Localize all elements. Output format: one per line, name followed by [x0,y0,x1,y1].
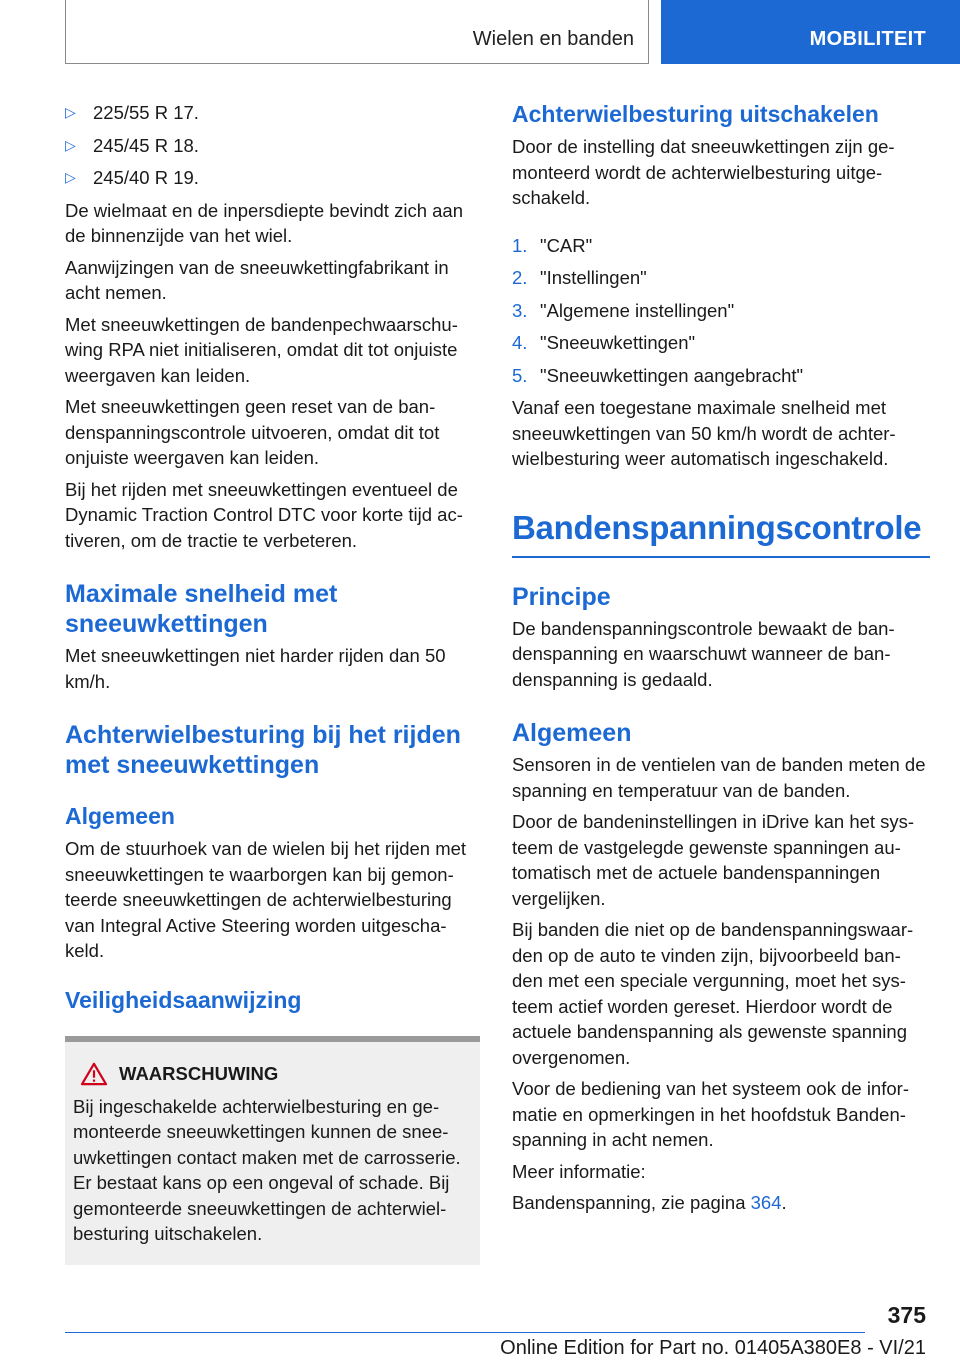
page-number: 375 [887,1302,926,1328]
warning-box [65,1036,480,1265]
paragraph: Aanwijzingen van de sneeuwkettingfabrikant in acht nemen. [65,256,449,303]
warning-title: WAARSCHUWING [119,1062,279,1084]
safety-heading: Veiligheidsaanwijzing [65,986,302,1013]
footer-divider [65,1332,865,1333]
list-item: 2. "Instellingen" [512,267,647,288]
general-text-left: Om de stuurhoek van de wielen bij het rijden met sneeuwkettingen te waarborgen kan bij gemon-teerde sneeuwkettingen de achterwielbesturing van Integral Active Steering worden uitgescha-keld. [65,838,467,961]
left-column [65,100,480,1265]
warning-triangle-icon [79,1062,109,1086]
right-column [512,100,930,1222]
rear-steering-heading: Achterwielbesturing bij het rijden met sneeuwkettingen [65,721,461,779]
list-item: ▷ 245/45 R 18. [65,133,480,159]
paragraph: Bij banden die niet op de bandenspanningswaar-den op de auto te vinden zijn, bijvoorbeeld ban-den met een speciale vergunning, moet het sys-teem actief worden gereset. Hierdoor wordt de actuele bandenspanning als gewenste spanning overgenomen. [512,919,914,1068]
list-item: 5. "Sneeuwkettingen aangebracht" [512,364,804,386]
paragraph: Sensoren in de ventielen van de banden meten de spanning en temperatuur van de banden. [512,754,926,801]
principle-heading: Principe [512,582,611,611]
page-link[interactable]: 364 [750,1192,782,1213]
paragraph: Met sneeuwkettingen de bandenpechwaarschu-wing RPA niet initialiseren, omdat dit tot onjuiste weergaven kan leiden. [65,313,458,386]
tire-size-list [65,100,480,191]
paragraph: Bij het rijden met sneeuwkettingen eventueel de Dynamic Traction Control DTC voor korte tijd ac-tiveren, om de tractie te verbeteren. [65,478,463,551]
list-item: 1. "CAR" [512,234,593,256]
principle-text: De bandenspanningscontrole bewaakt de ban-denspanning en waarschuwt wanneer de ban-denspanning is gedaald. [512,617,895,690]
disable-intro: Door de instelling dat sneeuwkettingen zijn ge-monteerd wordt de achterwielbesturing uitge-schakeld. [512,136,895,208]
chapter-tab-label: MOBILITEIT [809,28,926,50]
paragraph: Voor de bediening van het systeem ook de infor-matie en opmerkingen in het hoofdstuk Banden-spanning in acht nemen. [512,1078,909,1150]
section-title-box [65,0,649,64]
paragraph: Met sneeuwkettingen geen reset van de ban-denspanningscontrole uitvoeren, omdat dit tot onjuiste weergaven kan leiden. [65,396,440,468]
paragraph: De wielmaat en de inpersdiepte bevindt zich aan de binnenzijde van het wiel. [65,199,463,246]
warning-text: Bij ingeschakelde achterwielbesturing en ge-monteerde sneeuwkettingen kunnen de snee-uwkettingen contact maken met de carrosserie. Er bestaat kans op een ongeval of schade. Bij gemonteerde sneeuwkettingen de achterwiel-besturing uitschakelen. [73,1095,461,1244]
section-title: Wielen en banden [472,28,634,50]
disable-heading: Achterwielbesturing uitschakelen [512,101,879,127]
warning-header [73,1062,472,1086]
list-item: 4. "Sneeuwkettingen" [512,332,696,353]
list-item: ▷ 245/40 R 19. [65,165,480,191]
disable-outro: Vanaf een toegestane maximale snelheid met sneeuwkettingen van 50 km/h wordt de achter-wielbesturing weer automatisch ingeschakeld. [512,397,896,469]
triangle-bullet-icon: ▷ [65,104,76,120]
paragraph: Meer informatie: [512,1160,646,1182]
triangle-bullet-icon: ▷ [65,136,76,153]
cross-reference: Bandenspanning, zie pagina 364. [512,1192,787,1213]
general-heading-left: Algemeen [65,803,175,829]
chapter-tab[interactable] [661,0,960,64]
list-item: 3. "Algemene instellingen" [512,299,735,321]
paragraph: Door de bandeninstellingen in iDrive kan het sys-teem de vastgelegde gewenste spanningen au-tomatisch met de actuele bandenspanningen vergelijken. [512,811,915,909]
page-header [0,0,960,66]
max-speed-text: Met sneeuwkettingen niet harder rijden dan 50 km/h. [65,645,446,692]
general-heading-right: Algemeen [512,719,632,747]
max-speed-heading: Maximale snelheid met sneeuwkettingen [65,580,338,638]
steps-list [512,233,930,389]
triangle-bullet-icon: ▷ [65,169,76,185]
main-heading: Bandenspanningscontrole [512,506,930,558]
edition-text: Online Edition for Part no. 01405A380E8 - VI/21 [500,1337,926,1359]
list-item: ▷ 225/55 R 17. [65,100,480,126]
